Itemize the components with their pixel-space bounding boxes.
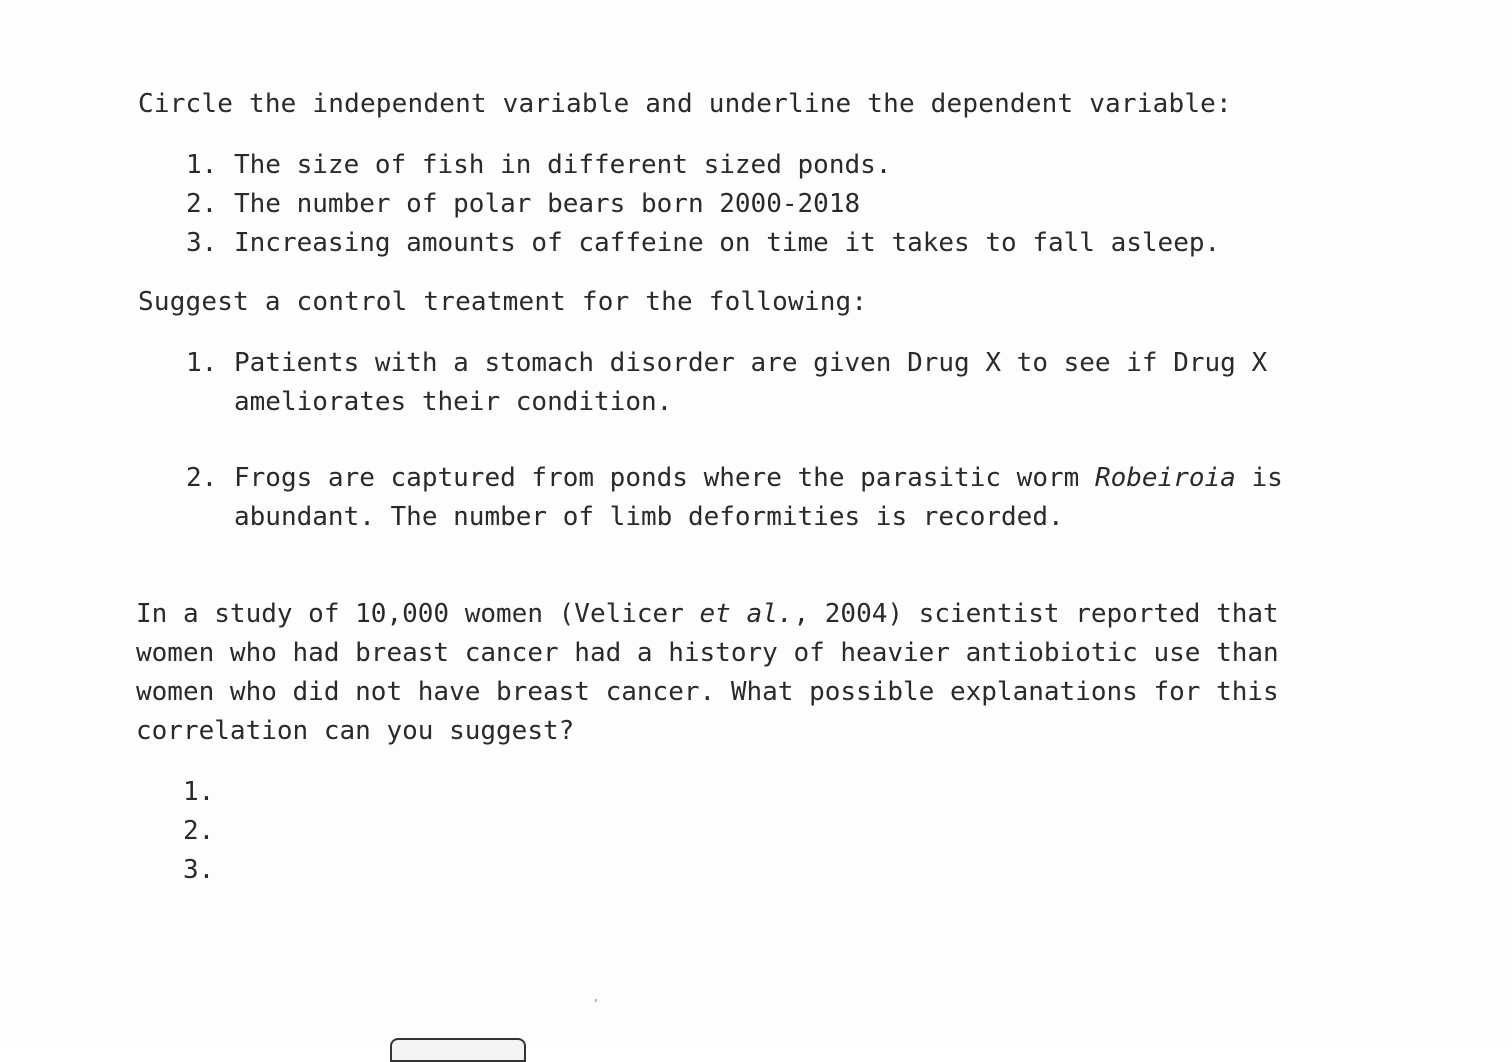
- correlation-question: [136, 595, 1279, 751]
- list-item: [186, 459, 1283, 537]
- answer-list: [183, 773, 214, 890]
- list-item: [186, 185, 1220, 224]
- list-item: [186, 344, 1267, 422]
- item-number: 2.: [186, 463, 218, 493]
- item-text: The number of polar bears born 2000-2018: [234, 189, 861, 219]
- item-number: 3.: [186, 228, 218, 258]
- item-line: Frogs are captured from ponds where the parasitic worm: [234, 463, 1095, 493]
- question-line: In a study of 10,000 women (Velicer: [136, 599, 700, 629]
- question-line: women who had breast cancer had a history of heavier antiobiotic use than: [136, 638, 1279, 668]
- item-number: 1.: [186, 150, 218, 180]
- item-number: 1.: [186, 348, 218, 378]
- question-line: , 2004) scientist reported that: [793, 599, 1279, 629]
- item-line: Patients with a stomach disorder are given Drug X to see if Drug X: [234, 348, 1268, 378]
- binder-tab-shape: [390, 1038, 526, 1062]
- section1-instruction: Circle the independent variable and underline the dependent variable:: [138, 89, 1232, 119]
- answer-number: 1.: [183, 777, 215, 807]
- question-line: women who did not have breast cancer. What possible explanations for this: [136, 677, 1279, 707]
- variables-list: [186, 146, 1220, 263]
- scan-mark: ʼ: [594, 997, 598, 1011]
- list-item: [186, 146, 1220, 185]
- list-item: [186, 224, 1220, 263]
- citation-italic: et al.: [699, 599, 794, 629]
- item-line: abundant. The number of limb deformities is recorded.: [234, 502, 1064, 532]
- control-list-item-2: [186, 459, 1283, 537]
- section2-instruction: Suggest a control treatment for the following:: [138, 287, 868, 317]
- item-number: 2.: [186, 189, 218, 219]
- item-line: ameliorates their condition.: [234, 387, 673, 417]
- item-line: is: [1235, 463, 1283, 493]
- question-line: correlation can you suggest?: [136, 716, 575, 746]
- species-name: Robeiroia: [1094, 463, 1236, 493]
- answer-number: 3.: [183, 855, 215, 885]
- control-list-item-1: [186, 344, 1267, 422]
- answer-number: 2.: [183, 816, 215, 846]
- item-text: The size of fish in different sized ponds.: [234, 150, 892, 180]
- item-text: Increasing amounts of caffeine on time it takes to fall asleep.: [234, 228, 1221, 258]
